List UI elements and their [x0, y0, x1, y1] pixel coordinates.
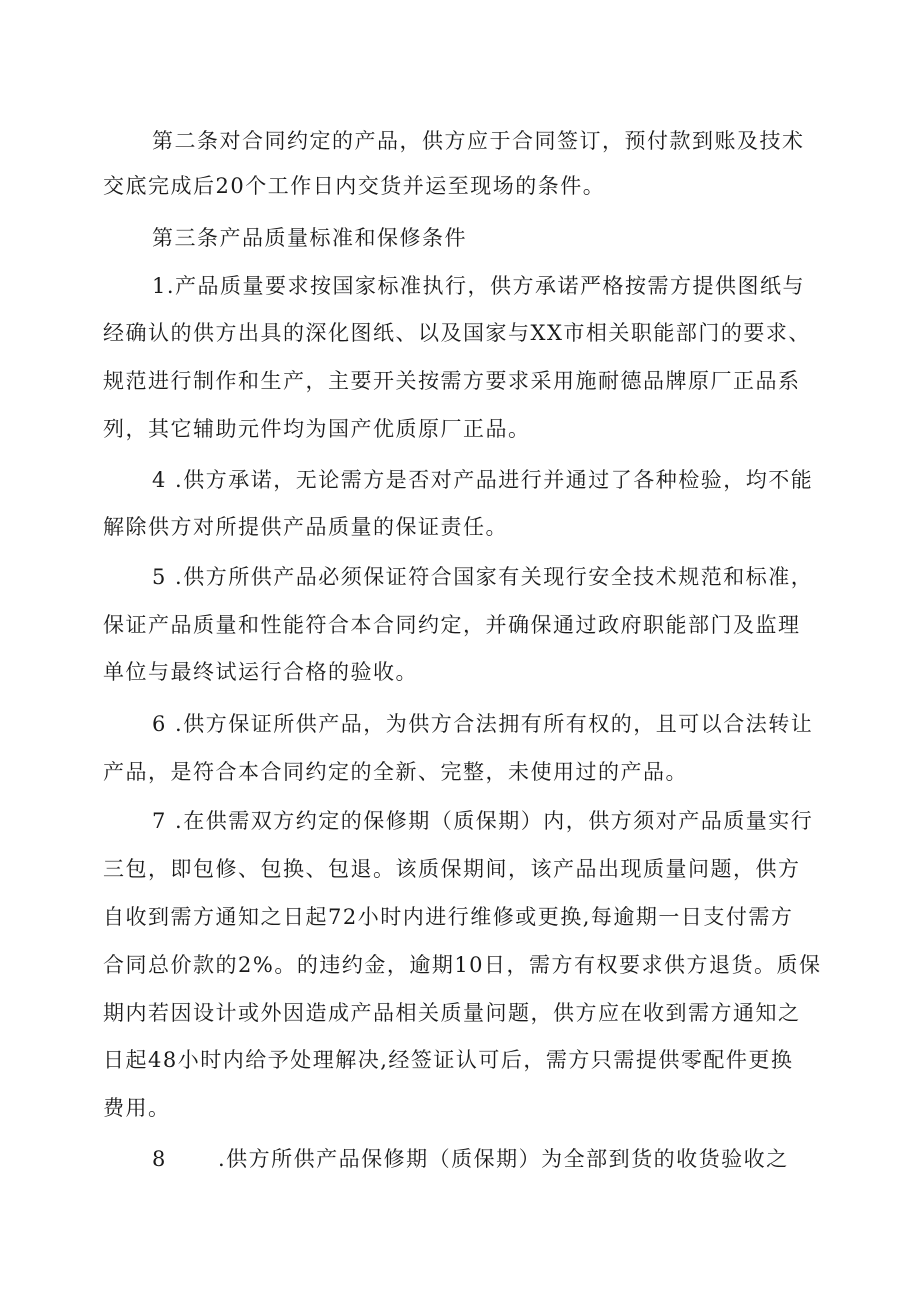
- paragraph-line: 合同总价款的2%。的违约金，逾期10日，需方有权要求供方退货。质保: [103, 953, 822, 977]
- paragraph-line: 经确认的供方出具的深化图纸、以及国家与XX市相关职能部门的要求、: [103, 321, 811, 345]
- paragraph-line: 单位与最终试运行合格的验收。: [103, 660, 418, 684]
- paragraph-line: 费用。: [103, 1096, 171, 1120]
- paragraph-line: 三包，即包修、包换、包退。该质保期间，该产品出现质量问题，供方: [103, 857, 801, 881]
- paragraph-line: 规范进行制作和生产，主要开关按需方要求采用施耐德品牌原厂正品系: [103, 369, 801, 393]
- paragraph-line: 日起48小时内给予处理解决,经签证认可后，需方只需提供零配件更换: [103, 1048, 794, 1072]
- paragraph-line: 解除供方对所提供产品质量的保证责任。: [103, 515, 508, 539]
- section-heading: 第三条产品质量标准和保修条件: [152, 226, 467, 250]
- paragraph-line: 列，其它辅助元件均为国产优质原厂正品。: [103, 417, 531, 441]
- paragraph-line: 4 .供方承诺，无论需方是否对产品进行并通过了各种检验，均不能: [152, 468, 814, 492]
- paragraph-line: 自收到需方通知之日起72小时内进行维修或更换,每逾期一日支付需方: [103, 905, 794, 929]
- paragraph-line: 6 .供方保证所供产品，为供方合法拥有所有权的，且可以合法转让: [152, 712, 814, 736]
- paragraph-line: 交底完成后20个工作日内交货并运至现场的条件。: [103, 174, 606, 198]
- paragraph-line: 期内若因设计或外因造成产品相关质量问题，供方应在收到需方通知之: [103, 1001, 801, 1025]
- paragraph-number: 8: [152, 1147, 167, 1171]
- paragraph-line: 产品，是符合本合同约定的全新、完整，未使用过的产品。: [103, 760, 688, 784]
- paragraph-line: .供方所供产品保修期（质保期）为全部到货的收货验收之: [218, 1147, 789, 1171]
- paragraph-line: 第二条对合同约定的产品，供方应于合同签订，预付款到账及技术: [152, 129, 805, 153]
- paragraph-line: 5 .供方所供产品必须保证符合国家有关现行安全技术规范和标准，: [152, 565, 814, 589]
- paragraph-line: 保证产品质量和性能符合本合同约定，并确保通过政府职能部门及监理: [103, 613, 801, 637]
- paragraph-line: 7 .在供需双方约定的保修期（质保期）内，供方须对产品质量实行: [152, 809, 814, 833]
- paragraph-line: 1.产品质量要求按国家标准执行，供方承诺严格按需方提供图纸与: [152, 274, 806, 298]
